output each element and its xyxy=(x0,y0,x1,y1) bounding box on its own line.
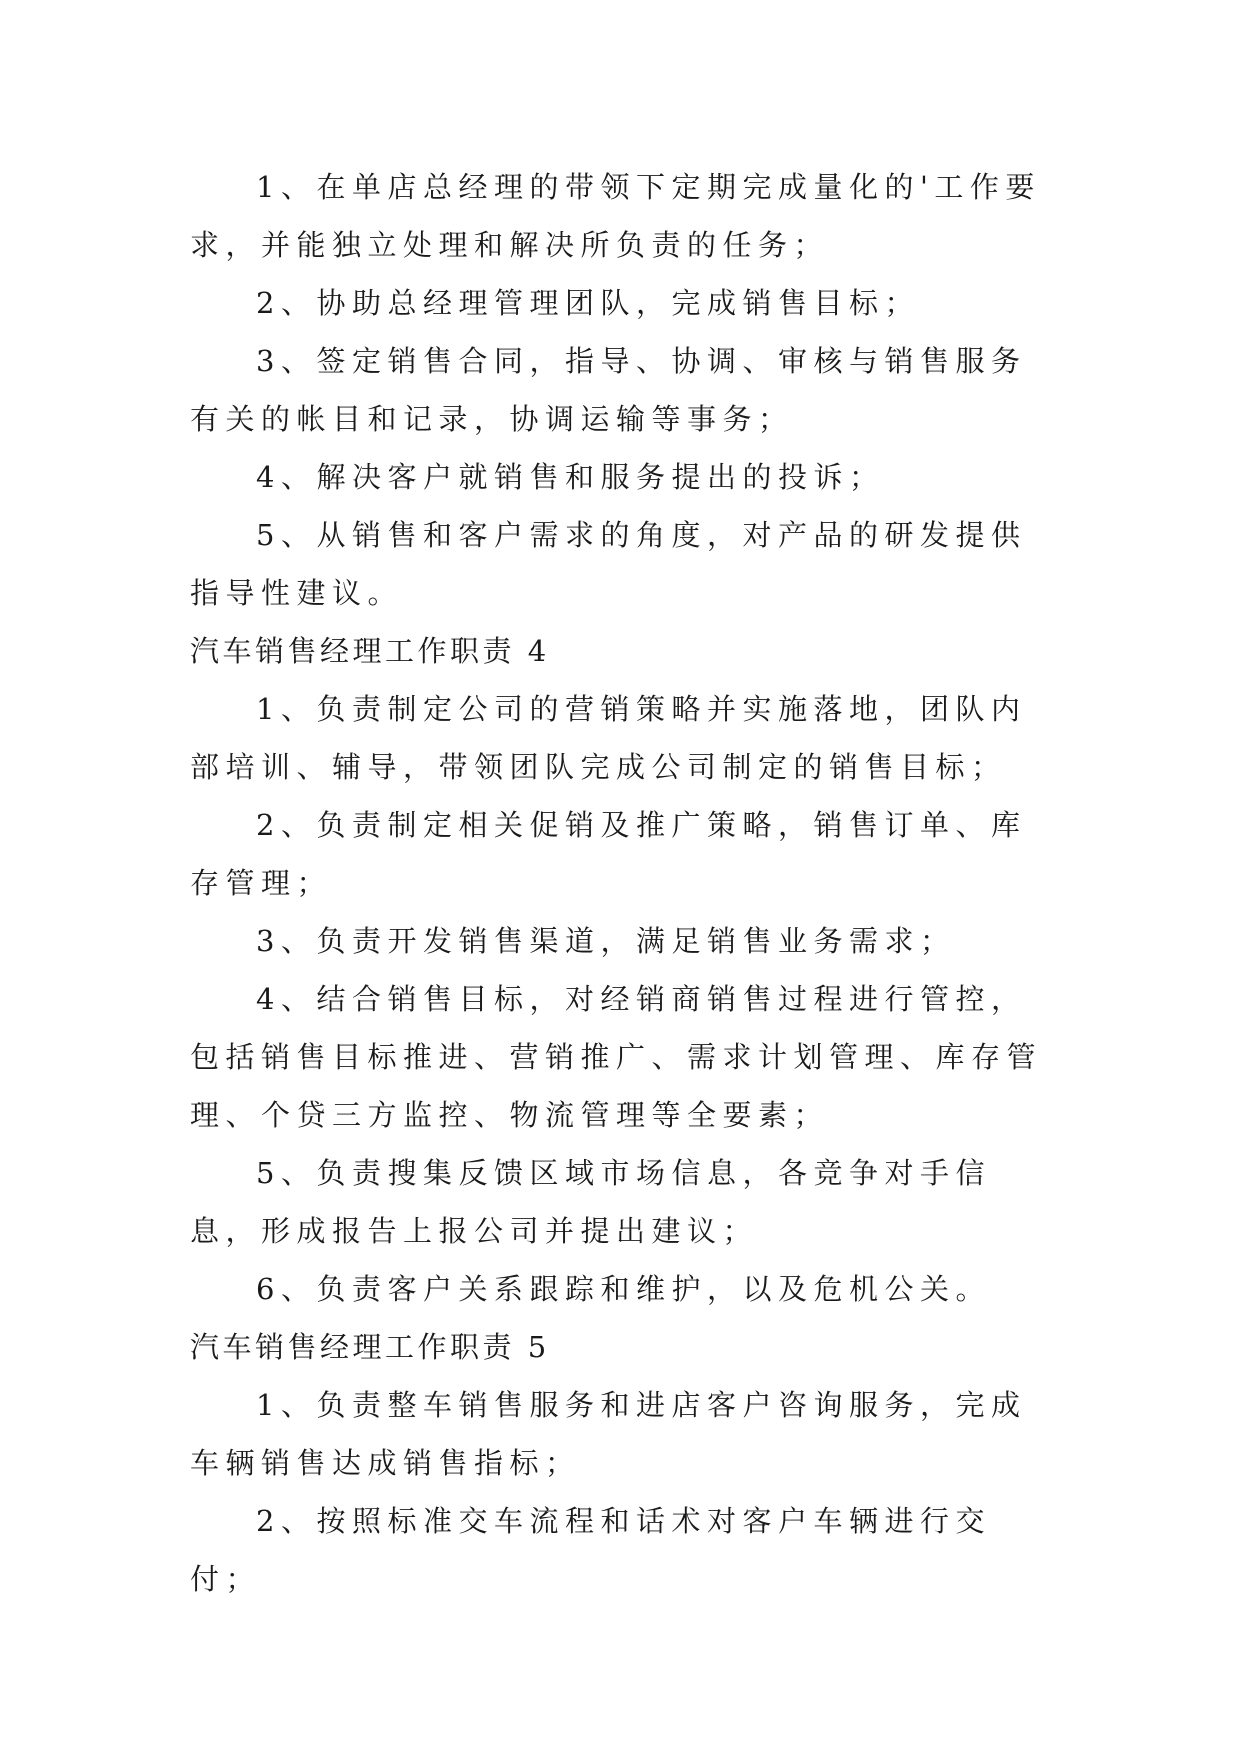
section-heading: 汽车销售经理工作职责 5 xyxy=(190,1330,550,1364)
list-item: 4、解决客户就销售和服务提出的投诉； xyxy=(256,460,885,494)
list-item: 3、负责开发销售渠道，满足销售业务需求； xyxy=(256,924,956,958)
list-item: 6、负责客户关系跟踪和维护，以及危机公关。 xyxy=(256,1272,991,1306)
list-item: 1、负责制定公司的营销策略并实施落地，团队内部培训、辅导，带领团队完成公司制定的销售目标； xyxy=(190,692,1027,784)
list-item: 5、负责搜集反馈区域市场信息，各竞争对手信息，形成报告上报公司并提出建议； xyxy=(190,1156,991,1248)
list-item: 1、负责整车销售服务和进店客户咨询服务，完成车辆销售达成销售指标； xyxy=(190,1388,1027,1480)
list-item: 5、从销售和客户需求的角度，对产品的研发提供指导性建议。 xyxy=(190,518,1027,610)
list-item: 2、按照标准交车流程和话术对客户车辆进行交付； xyxy=(190,1504,991,1596)
section-heading: 汽车销售经理工作职责 4 xyxy=(190,634,550,668)
list-item: 1、在单店总经理的带领下定期完成量化的'工作要求，并能独立处理和解决所负责的任务； xyxy=(190,170,1041,262)
list-item: 2、协助总经理管理团队，完成销售目标； xyxy=(256,286,920,320)
list-item: 2、负责制定相关促销及推广策略，销售订单、库存管理； xyxy=(190,808,1027,900)
list-item: 3、签定销售合同，指导、协调、审核与销售服务有关的帐目和记录，协调运输等事务； xyxy=(190,344,1027,436)
document-body xyxy=(190,158,1050,1608)
list-item: 4、结合销售目标，对经销商销售过程进行管控，包括销售目标推进、营销推广、需求计划管理、库存管理、个贷三方监控、物流管理等全要素； xyxy=(190,982,1043,1132)
